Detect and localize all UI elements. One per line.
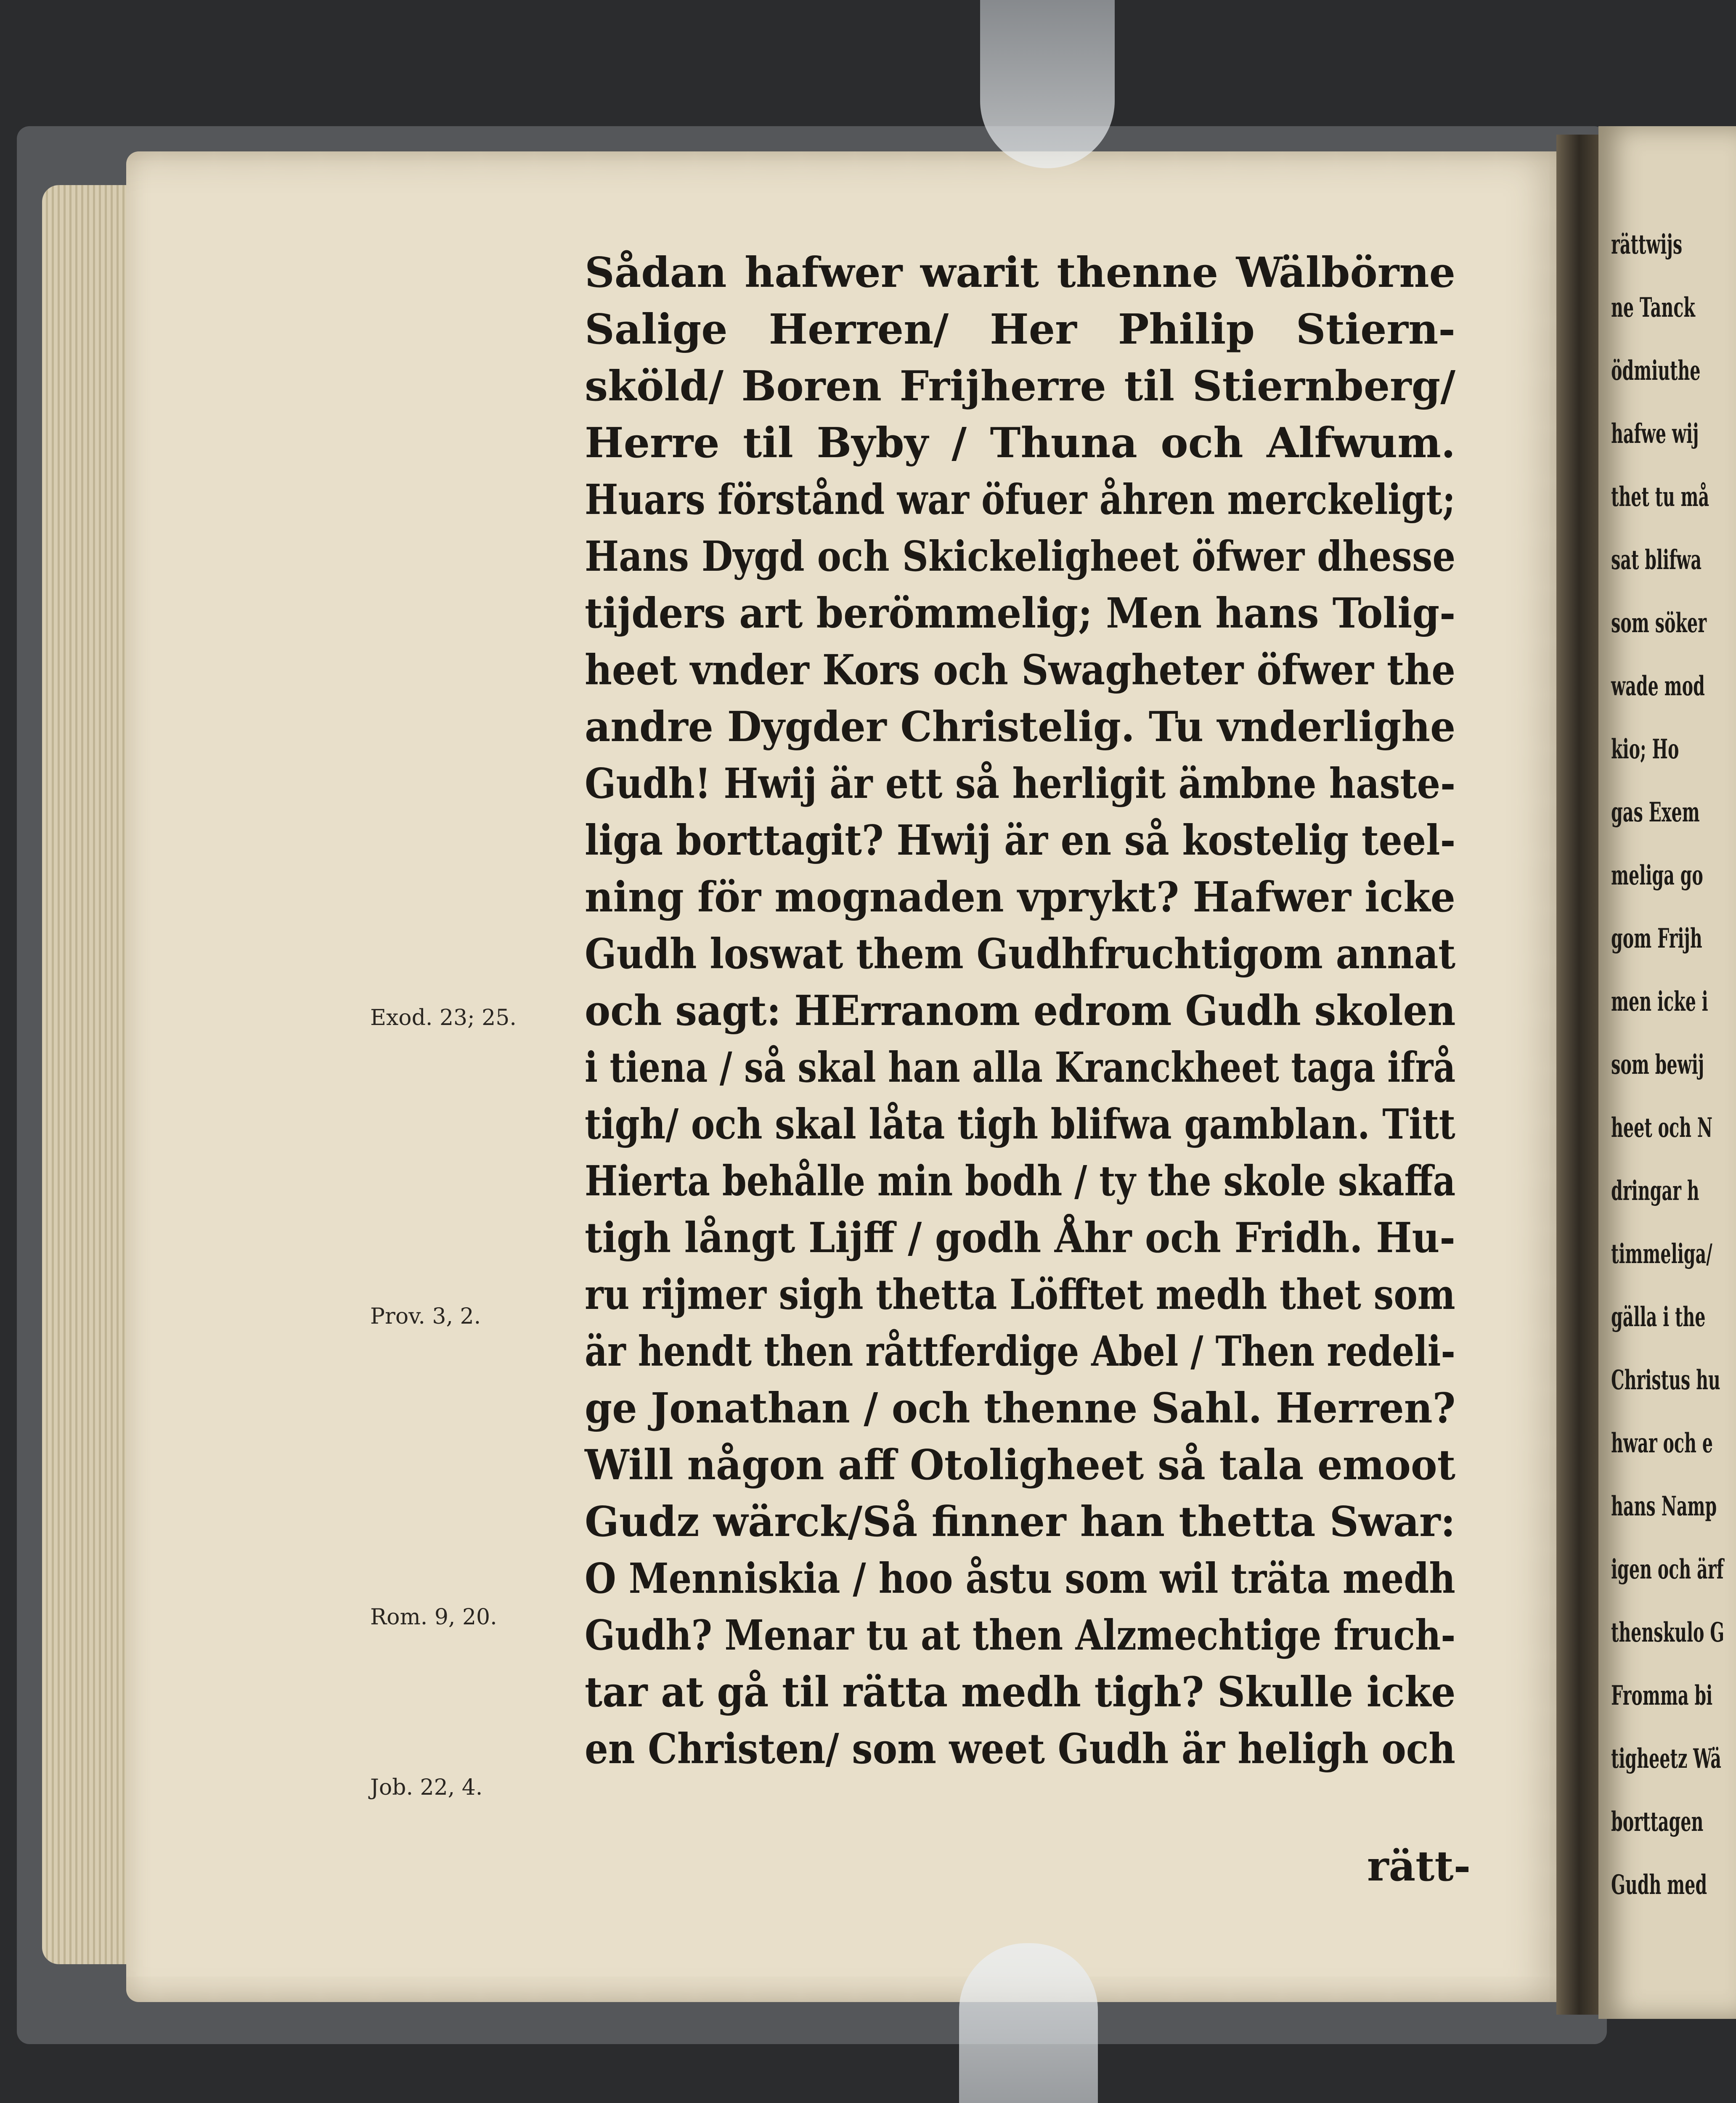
facing-line: borttagen	[1611, 1806, 1704, 1838]
text-line: Gudh! Hwij är ett så herligit ämbne haste-	[585, 760, 1456, 808]
facing-line: som söker	[1611, 607, 1707, 639]
text-line: O Menniskia / hoo åstu som wil träta medh	[585, 1555, 1455, 1603]
text-line: Sådan hafwer warit thenne Wälbörne	[585, 249, 1455, 297]
text-line: ru rijmer sigh thetta Löfftet medh thet som	[585, 1271, 1455, 1319]
facing-line: sat blifwa	[1611, 544, 1702, 576]
facing-line: gom Frijh	[1611, 923, 1702, 954]
text-line: tigh/ och skal låta tigh blifwa gamblan. Titt	[585, 1100, 1455, 1149]
text-line: är hendt then råttferdige Abel / Then redeli-	[585, 1327, 1455, 1376]
page-clip-top	[980, 0, 1115, 168]
margin-note-rom: Rom. 9, 20.	[370, 1605, 497, 1630]
text-line: tijders art berömmelig; Men hans Tolig-	[585, 589, 1456, 638]
margin-note-exod: Exod. 23; 25.	[370, 1005, 517, 1030]
facing-line: hans Namp	[1611, 1491, 1717, 1522]
text-line: Salige Herren/ Her Philip Stiern-	[585, 305, 1455, 354]
text-line: Gudh loswat them Gudhfruchtigom annat	[585, 930, 1456, 978]
text-line: en Christen/ som weet Gudh är heligh och	[585, 1725, 1455, 1773]
facing-line: tigheetz Wä	[1611, 1743, 1721, 1775]
facing-line: rättwijs	[1611, 229, 1683, 260]
text-line: Hans Dygd och Skickeligheet öfwer dhesse	[585, 532, 1456, 581]
facing-line: Fromma bi	[1611, 1680, 1713, 1711]
facing-line: igen och ärf	[1611, 1554, 1724, 1585]
facing-line: men icke i	[1611, 986, 1708, 1017]
margin-note-prov: Prov. 3, 2.	[370, 1304, 481, 1329]
text-line: Gudz wärck/Så finner han thetta Swar:	[585, 1498, 1455, 1546]
facing-line: kio; Ho	[1611, 734, 1679, 765]
facing-line: meliga go	[1611, 860, 1703, 891]
facing-line: wade mod	[1611, 670, 1705, 702]
facing-line: hwar och e	[1611, 1428, 1713, 1459]
margin-note-job: Job. 22, 4.	[370, 1775, 483, 1800]
text-line: Herre til Byby / Thuna och Alfwum.	[585, 419, 1455, 467]
text-line: Will någon aff Otoligheet så tala emoot	[585, 1441, 1455, 1489]
text-line: sköld/ Boren Frijherre til Stiernberg/	[585, 362, 1455, 411]
text-line: ge Jonathan / och thenne Sahl. Herren?	[585, 1384, 1456, 1433]
text-line: heet vnder Kors och Swagheter öfwer the	[585, 646, 1455, 694]
text-line: i tiena / så skal han alla Kranckheet taga ifrå	[585, 1044, 1456, 1092]
text-line: tigh långt Lijff / godh Åhr och Fridh. Hu-	[585, 1214, 1455, 1262]
facing-line: thet tu må	[1611, 481, 1709, 513]
text-line: Huars förstånd war öfuer åhren merckeligt;	[585, 476, 1455, 524]
text-line: Hierta behålle min bodh / ty the skole skaffa	[585, 1157, 1456, 1205]
right-page	[1598, 126, 1736, 2019]
facing-line: dringar h	[1611, 1175, 1699, 1207]
facing-line: gälla i the	[1611, 1301, 1706, 1333]
catchword: rätt-	[1367, 1842, 1471, 1891]
text-line: andre Dygder Christelig. Tu vnderlighe	[585, 703, 1456, 751]
text-line: liga borttagit? Hwij är en så kostelig teel-	[585, 816, 1456, 865]
facing-line: heet och N	[1611, 1112, 1713, 1144]
facing-line: thenskulo G	[1611, 1617, 1725, 1648]
facing-line: ödmiuthe	[1611, 355, 1701, 387]
facing-line: Christus hu	[1611, 1364, 1720, 1396]
text-line: tar at gå til rätta medh tigh? Skulle icke	[585, 1668, 1456, 1716]
text-line: Gudh? Menar tu at then Alzmechtige fruch-	[585, 1611, 1456, 1660]
facing-line: Gudh med	[1611, 1869, 1707, 1901]
text-line: ning för mognaden vprykt? Hafwer icke	[585, 873, 1455, 922]
facing-line: gas Exem	[1611, 797, 1700, 828]
facing-line: timmeliga/	[1611, 1238, 1712, 1270]
facing-line: ne Tanck	[1611, 292, 1695, 323]
facing-line: hafwe wij	[1611, 418, 1699, 450]
text-line: och sagt: HErranom edrom Gudh skolen	[585, 987, 1456, 1035]
page-clip-bottom	[959, 1943, 1098, 2103]
facing-line: som bewij	[1611, 1049, 1704, 1081]
